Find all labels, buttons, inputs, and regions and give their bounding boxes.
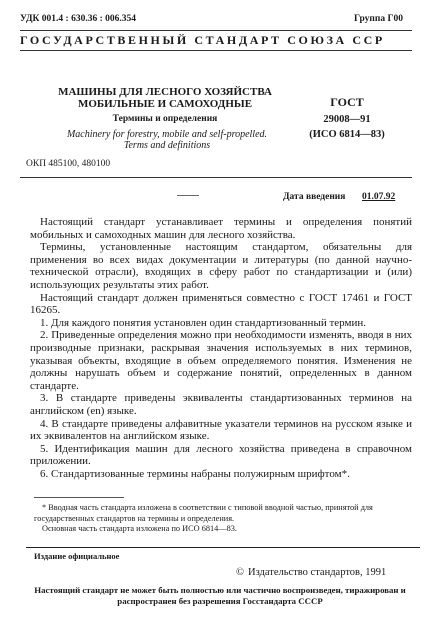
gost-number: 29008—91	[323, 114, 371, 125]
group-code: Группа Г00	[354, 14, 403, 24]
paragraph-5: 2. Приведенные определения можно при необходимости изменять, вводя в них производные признаки, раскрывая значения используемых в них терминов, указывая объекты, входящие в объем определяемого понятия. Изменения не должны нарушать объем и содержание понятий, определенных в данном стандарте.	[30, 329, 412, 392]
footnotes	[34, 503, 414, 535]
footer-rule	[26, 547, 420, 548]
footnote-2: Основная часть стандарта изложена по ИСО 6814—83.	[42, 524, 237, 533]
gost-label: ГОСТ	[330, 95, 364, 109]
document-title: МАШИНЫ ДЛЯ ЛЕСНОГО ХОЗЯЙСТВА МОБИЛЬНЫЕ И САМОХОДНЫЕ	[58, 86, 272, 110]
date-value: 01.07.92	[362, 192, 396, 202]
document-subtitle: Термины и определения	[112, 114, 218, 124]
iso-reference: (ИСО 6814—83)	[309, 129, 385, 140]
paragraph-8: 5. Идентификация машин для лесного хозяйства приведена в справочном приложении.	[30, 442, 412, 468]
paragraph-3: Настоящий стандарт должен применяться совместно с ГОСТ 17461 и ГОСТ 16265.	[30, 291, 412, 317]
paragraph-6: 3. В стандарте приведены эквиваленты стандартизованных терминов на английском (en) языке.	[30, 392, 412, 417]
body-text	[30, 216, 412, 480]
date-label: Дата введения	[283, 192, 346, 202]
divider-dash	[177, 195, 199, 196]
udk-code: УДК 001.4 : 630.36 : 006.354	[20, 14, 137, 24]
header-rule-top	[20, 30, 412, 31]
reproduction-notice: Настоящий стандарт не может быть полностью или частично воспроизведен, тиражирован и распространен без разрешения Госстандарта СССР	[34, 585, 406, 606]
copyright-icon: ©	[236, 567, 244, 578]
paragraph-4: 1. Для каждого понятия установлен один стандартизованный термин.	[40, 316, 366, 329]
paragraph-9: 6. Стандартизованные термины набраны полужирным шрифтом*.	[40, 467, 350, 480]
paragraph-1: Настоящий стандарт устанавливает термины и определения понятий мобильных и самоходных машин для лесного хозяйства.	[30, 216, 412, 241]
okp-code: ОКП 485100, 480100	[26, 159, 111, 169]
publisher-name: Издательство стандартов, 1991	[247, 567, 387, 578]
title-rule	[20, 177, 412, 178]
footnote-1: * Вводная часть стандарта изложена в соответствии с типовой вводной частью, принятой для государственных стандартов на термины и определения.	[34, 503, 373, 523]
paragraph-7: 4. В стандарте приведены алфавитные указатели терминов на русском языке и их эквивалентов на английском языке.	[30, 417, 412, 443]
publisher-line	[236, 567, 386, 578]
footnote-rule	[34, 497, 124, 498]
header-rule-bottom	[20, 50, 412, 51]
paragraph-2: Термины, установленные настоящим стандартом, обязательны для применения во всех видах документации и литературы (по данной научно-технической отрасли), входящих в сферу работ по стандартизации и (или) использующих результаты этих работ.	[30, 241, 412, 291]
standard-name: ГОСУДАРСТВЕННЫЙ СТАНДАРТ СОЮЗА ССР	[20, 33, 385, 47]
official-edition-label: Издание официальное	[34, 551, 120, 561]
english-title: Machinery for forestry, mobile and self-propelled. Terms and definitions	[66, 129, 268, 151]
